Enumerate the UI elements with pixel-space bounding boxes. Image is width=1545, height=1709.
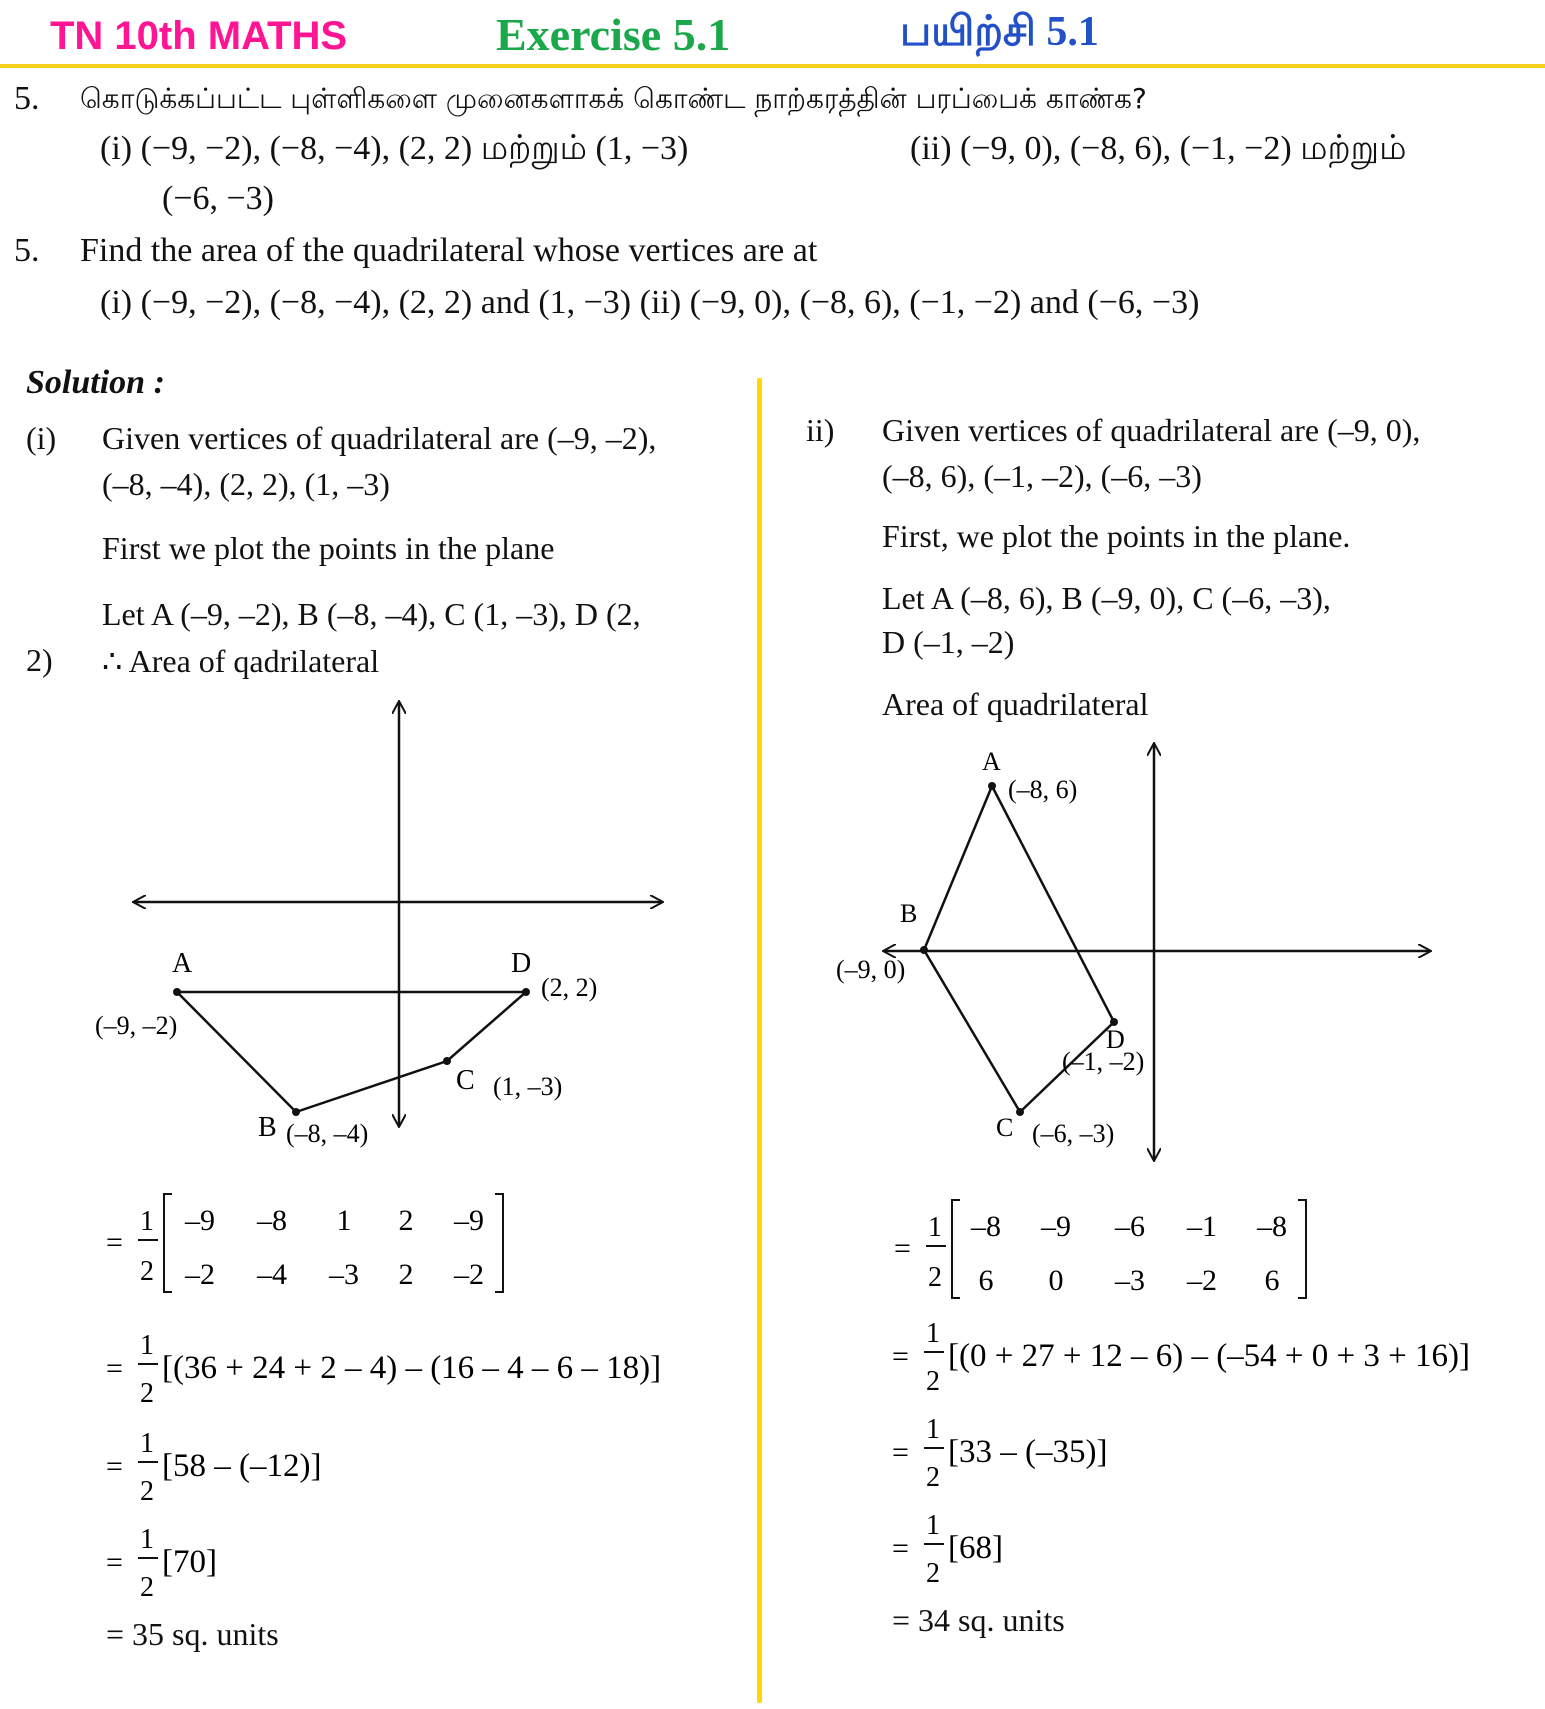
question-english-text: Find the area of the quadrilateral whose vertices are at: [80, 232, 818, 269]
step-eq: =: [106, 1450, 123, 1483]
part1-coord-a: (–9, –2): [95, 1011, 178, 1040]
part2-label: ii): [806, 412, 835, 448]
part2-label-b: B: [900, 899, 918, 928]
step-num: 1: [926, 1414, 940, 1445]
part1-label: (i): [26, 420, 57, 456]
part2-matrix-cell: –8: [971, 1210, 1001, 1243]
part2-matrix-cell: –3: [1115, 1264, 1145, 1297]
part1-matrix-cell: –2: [454, 1258, 484, 1291]
part1-matrix-cell: –2: [185, 1258, 215, 1291]
step-den: 2: [140, 1572, 154, 1603]
part2-step1: [886, 1310, 1506, 1400]
part2-coord-b: (–9, 0): [836, 955, 906, 984]
part2-matrix-cell: –1: [1187, 1210, 1217, 1243]
step-eq: =: [106, 1352, 123, 1385]
part1-matrix-den: 2: [140, 1256, 154, 1287]
part2-matrix-cell: –6: [1115, 1210, 1145, 1243]
part1-label-d: D: [511, 948, 532, 979]
step-den: 2: [926, 1558, 940, 1589]
part2-label-d: D: [1106, 1025, 1125, 1054]
part1-matrix-cell: 2: [398, 1258, 414, 1291]
step-expression: [(0 + 27 + 12 – 6) – (–54 + 0 + 3 + 16)]: [948, 1338, 1470, 1374]
step-den: 2: [926, 1366, 940, 1397]
part2-matrix-left-bracket: [952, 1200, 960, 1298]
part2-matrix-cell: 6: [978, 1264, 994, 1297]
part1-matrix-eq: =: [106, 1226, 123, 1259]
part2-line3: First, we plot the points in the plane.: [882, 518, 1351, 554]
part1-matrix-cell: –3: [329, 1258, 359, 1291]
question-english-parts: (i) (−9, −2), (−8, −4), (2, 2) and (1, −3) (ii) (−9, 0), (−8, 6), (−1, −2) and (−6, −3): [100, 284, 1200, 321]
part1-result: = 35 sq. units: [106, 1616, 279, 1652]
column-divider: [757, 378, 762, 1703]
step-eq: =: [106, 1546, 123, 1579]
part1-matrix-cell: 1: [336, 1204, 352, 1237]
part1-coord-d: (2, 2): [541, 973, 598, 1002]
part1-coord-c: (1, –3): [493, 1072, 563, 1101]
part1-matrix-cell: 2: [398, 1204, 414, 1237]
question-tamil-part-ii: (ii) (−9, 0), (−8, 6), (−1, −2) மற்றும்: [910, 130, 1407, 167]
part1-line3: First we plot the points in the plane: [102, 530, 555, 566]
part1-point-d: [522, 988, 530, 996]
part1-matrix-cell: –9: [454, 1204, 484, 1237]
part2-coord-d: (–1, –2): [1062, 1047, 1145, 1076]
part2-line2: (–8, 6), (–1, –2), (–6, –3): [882, 458, 1202, 494]
part1-coord-b: (–8, –4): [286, 1119, 369, 1148]
part2-matrix-cell: 0: [1048, 1264, 1064, 1297]
part2-matrix: [888, 1194, 1308, 1306]
step-den: 2: [926, 1462, 940, 1493]
part1-line5: ∴ Area of qadrilateral: [102, 643, 380, 679]
step-expression: [70]: [162, 1544, 217, 1580]
step-eq: =: [892, 1532, 909, 1565]
part1-label-b: B: [258, 1112, 277, 1143]
part2-line1: Given vertices of quadrilateral are (–9, 0),: [882, 412, 1421, 448]
part2-matrix-cell: –2: [1187, 1264, 1217, 1297]
part1-point-b: [292, 1108, 300, 1116]
part1-point-c: [443, 1057, 451, 1065]
part2-step3: [886, 1502, 1186, 1592]
part1-graph: [80, 690, 700, 1160]
part1-line5-num: 2): [26, 642, 53, 678]
part2-matrix-right-bracket: [1298, 1200, 1306, 1298]
step-eq: =: [892, 1436, 909, 1469]
part1-matrix-cell: –9: [185, 1204, 215, 1237]
part2-line4: Let A (–8, 6), B (–9, 0), C (–6, –3),: [882, 580, 1331, 616]
solution-label: Solution :: [26, 364, 165, 401]
part1-step3: [100, 1516, 400, 1606]
part2-matrix-cell: 6: [1264, 1264, 1280, 1297]
step-expression: [68]: [948, 1530, 1003, 1566]
step-expression: [33 – (–35)]: [948, 1434, 1108, 1470]
part2-coord-c: (–6, –3): [1032, 1119, 1115, 1148]
part1-line2: (–8, –4), (2, 2), (1, –3): [102, 466, 390, 502]
part1-label-a: A: [172, 948, 193, 979]
part2-point-b: [920, 946, 928, 954]
part2-matrix-cell: –8: [1257, 1210, 1287, 1243]
step-num: 1: [140, 1524, 154, 1555]
header-subject: TN 10th MATHS: [50, 14, 348, 58]
part1-matrix-right-bracket: [495, 1194, 503, 1292]
step-num: 1: [140, 1330, 154, 1361]
part1-label-c: C: [456, 1065, 475, 1096]
part2-point-c: [1016, 1108, 1024, 1116]
step-expression: [(36 + 24 + 2 – 4) – (16 – 4 – 6 – 18)]: [162, 1350, 662, 1386]
header-divider: [0, 64, 1545, 68]
part2-label-a: A: [982, 747, 1001, 776]
step-eq: =: [892, 1340, 909, 1373]
question-tamil-part-ii-cont: (−6, −3): [162, 180, 274, 217]
part1-matrix-num: 1: [140, 1206, 154, 1237]
part2-matrix-eq: =: [894, 1232, 911, 1265]
part1-point-a: [173, 988, 181, 996]
part2-matrix-cell: –9: [1041, 1210, 1071, 1243]
step-expression: [58 – (–12)]: [162, 1448, 322, 1484]
header-exercise-tamil: பயிற்சி 5.1: [900, 9, 1099, 55]
step-num: 1: [926, 1510, 940, 1541]
part1-line1: Given vertices of quadrilateral are (–9, –2),: [102, 420, 657, 456]
step-num: 1: [926, 1318, 940, 1349]
part1-matrix: [100, 1188, 520, 1300]
part1-step2: [100, 1420, 500, 1510]
step-den: 2: [140, 1378, 154, 1409]
step-den: 2: [140, 1476, 154, 1507]
step-num: 1: [140, 1428, 154, 1459]
part2-matrix-den: 2: [928, 1262, 942, 1293]
part2-line5: D (–1, –2): [882, 624, 1015, 660]
part1-matrix-cell: –8: [257, 1204, 287, 1237]
question-tamil-text: கொடுக்கப்பட்ட புள்ளிகளை முனைகளாகக் கொண்ட நாற்கரத்தின் பரப்பைக் காண்க?: [80, 82, 1147, 115]
part2-label-c: C: [996, 1113, 1014, 1142]
part2-point-a: [988, 782, 996, 790]
part1-step1: [100, 1322, 700, 1412]
part2-matrix-num: 1: [928, 1212, 942, 1243]
part1-line4: Let A (–9, –2), B (–8, –4), C (1, –3), D (2,: [102, 596, 641, 632]
part2-step2: [886, 1406, 1286, 1496]
part2-result: = 34 sq. units: [892, 1602, 1065, 1638]
part2-line6: Area of quadrilateral: [882, 686, 1149, 722]
part1-matrix-cell: –4: [257, 1258, 287, 1291]
part1-matrix-left-bracket: [164, 1194, 172, 1292]
question-english-number: 5.: [14, 232, 40, 269]
question-tamil-number: 5.: [14, 80, 40, 117]
question-tamil-part-i: (i) (−9, −2), (−8, −4), (2, 2) மற்றும் (1, −3): [100, 130, 689, 167]
part2-graph: [830, 740, 1450, 1170]
part2-coord-a: (–8, 6): [1008, 775, 1078, 804]
header-exercise: Exercise 5.1: [496, 9, 731, 60]
